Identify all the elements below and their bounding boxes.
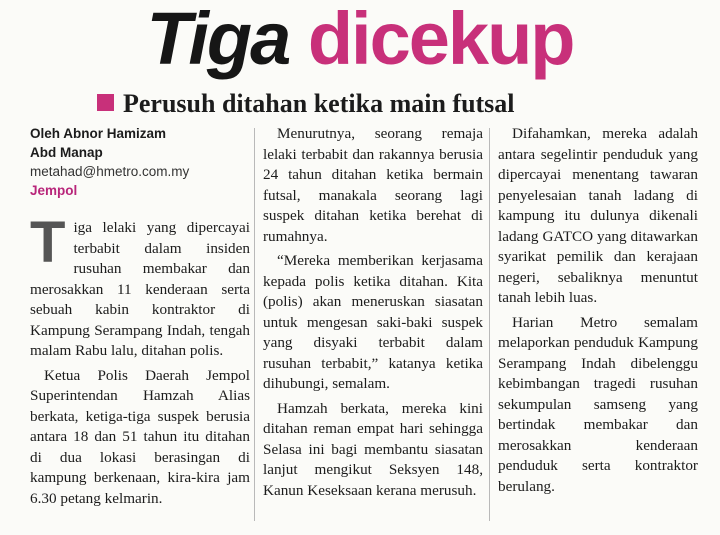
paragraph: Tiga lelaki yang dipercayai terbabit dalam insiden rusuhan membakar dan merosakkan 11 kenderaan serta sebuah kabin kontraktor di Kampung Serampang Indah, tengah malam Rabu lalu, ditahan polis. [30,210,250,359]
paragraph: Menurutnya, seorang remaja lelaki terbabit dan rakannya berusia 24 tahun ditahan ketika bermain futsal, manakala seorang lagi suspek ditahan ketika berehat di rumahnya. [263,125,483,245]
paragraph: Difahamkan, mereka adalah antara segelintir penduduk yang dipercayai menentang tawaran penyelesaian tanah ladang di kampung itu dulunya dikenali ladang GATCO yang ditawarkan syarikat pemilik dan kerajaan negeri, sebaliknya menuntut tanah lebih luas. [498,125,698,306]
headline-word-tiga: Tiga [146,0,290,80]
column-divider [254,128,255,521]
square-bullet-icon [97,94,114,111]
byline-email: metahad@hmetro.com.my [30,164,190,179]
paragraph: Ketua Polis Daerah Jempol Superintendan Hamzah Alias berkata, ketiga-tiga suspek berusia antara 18 dan 51 tahun itu ditahan di dua lokasi berasingan di kampung berkenaan, kira-kira jam 6.30 petang kelmarin. [30,366,250,507]
subheadline-text: Perusuh ditahan ketika main futsal [123,89,515,118]
paragraph: Hamzah berkata, mereka kini ditahan reman empat hari sehingga Selasa ini bagi membantu siasatan lanjut mengikut Seksyen 148, Kanun Keseksaan kerana merusuh. [263,399,483,499]
dateline-location: Jempol [30,183,78,198]
paragraph: “Mereka memberikan kerjasama kepada polis ketika ditahan. Kita (polis) akan meneruskan siasatan untuk mengesan saki-baki suspek yang disyaki terbabit dalam rusuhan terbabit,” katanya ketika dihubungi, semalam. [263,252,483,392]
headline-word-dicekup: dicekup [307,0,574,80]
drop-cap: T [30,210,66,275]
article-column-1 [30,124,250,513]
column-divider [489,128,490,521]
headline [0,0,720,84]
byline-author-2: Abd Manap [30,145,103,160]
article-column-2 [263,124,483,505]
subheadline [97,88,515,120]
byline-author-1: Oleh Abnor Hamizam [30,126,167,141]
paragraph: Harian Metro semalam melaporkan penduduk Kampung Serampang Indah dibelenggu kebimbangan tragedi rusuhan sekumpulan samseng yang bertindak membakar dan merosakkan kenderaan penduduk serta kontraktor berulang. [498,313,698,495]
article-column-3 [498,124,698,501]
